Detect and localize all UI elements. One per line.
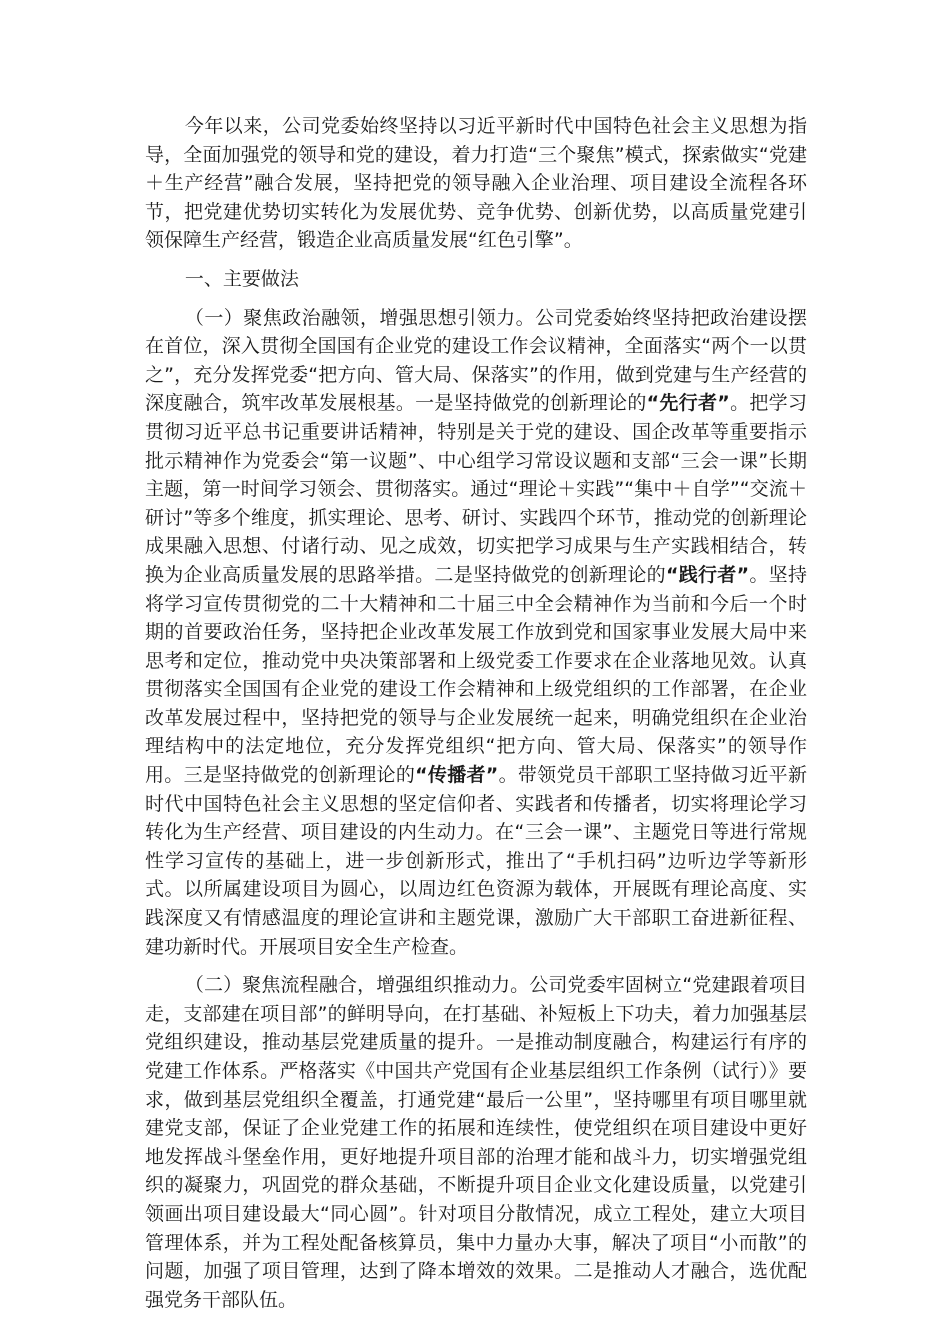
- paragraph-text: 。带领党员干部职工坚持做习近平新时代中国特色社会主义思想的坚定信仰者、实践者和传播者，切实将理论学习转化为生产经营、项目建设的内生动力。在“三会一课”、主题党日等进行常规性学习宣传的基础上，进一步创新形式，推出了“手机扫码”边听边学等新形式。以所属建设项目为圆心，以周边红色资源为载体，开展既有理论高度、实践深度又有情感温度的理论宣讲和主题党课，激励广大干部职工奋进新征程、建功新时代。开展项目安全生产检查。: [145, 764, 807, 958]
- paragraph-text: 公司党委始终坚持把政治建设摆在首位，深入贯彻全国国有企业党的建设工作会议精神，全面落实“两个一以贯之”，充分发挥党委“把方向、管大局、保落实”的作用，做到党建与生产经营的深度融合，筑牢改革发展根基。一是坚持做党的创新理论的: [145, 306, 807, 415]
- paragraph-lead: （二）聚焦流程融合，增强组织推动力。: [184, 974, 530, 997]
- section-heading-text: 一、主要做法: [184, 267, 299, 290]
- paragraph-process-integration: [145, 971, 807, 1314]
- bold-term: “先行者”: [646, 392, 730, 415]
- paragraph-text: 公司党委牢固树立“党建跟着项目走，支部建在项目部”的鲜明导向，在打基础、补短板上下功夫，着力加强基层党组织建设，推动基层党建质量的提升。一是推动制度融合，构建运行有序的党建工作体系。严格落实《中国共产党国有企业基层组织工作条例（试行）》要求，做到基层党组织全覆盖，打通党建“最后一公里”，坚持哪里有项目哪里就建党支部，保证了企业党建工作的拓展和连续性，使党组织在项目建设中更好地发挥战斗堡垒作用，更好地提升项目部的治理才能和战斗力，切实增强党组织的凝聚力，巩固党的群众基础，不断提升项目企业文化建设质量，以党建引领画出项目建设最大“同心圆”。针对项目分散情况，成立工程处，建立大项目管理体系，并为工程处配备核算员，集中力量办大事，解决了项目“小而散”的问题，加强了项目管理，达到了降本增效的效果。二是推动人才融合，选优配强党务干部队伍。: [145, 974, 807, 1311]
- paragraph-political-leadership: [145, 304, 807, 962]
- bold-term: “践行者”: [665, 563, 750, 586]
- document-page: [145, 112, 807, 1324]
- paragraph-text: 。把学习贯彻习近平总书记重要讲话精神，特别是关于党的建设、国企改革等重要指示批示精神作为党委会“第一议题”、中心组学习常设议题和支部“三会一课”长期主题，第一时间学习领会、贯彻落实。通过“理论＋实践”“集中＋自学”“交流＋研讨”等多个维度，抓实理论、思考、研讨、实践四个环节，推动党的创新理论成果融入思想、付诸行动、见之成效，切实把学习成果与生产实践相结合，转换为企业高质量发展的思路举措。二是坚持做党的创新理论的: [145, 392, 807, 586]
- paragraph-text: 。坚持将学习宣传贯彻党的二十大精神和二十届三中全会精神作为当前和今后一个时期的首要政治任务，坚持把企业改革发展工作放到党和国家事业发展大局中来思考和定位，推动党中央决策部署和上级党委工作要求在企业落地见效。认真贯彻落实全国国有企业党的建设工作会精神和上级党组织的工作部署，在企业改革发展过程中，坚持把党的领导与企业发展统一起来，明确党组织在企业治理结构中的法定地位，充分发挥党组织“把方向、管大局、保落实”的领导作用。三是坚持做党的创新理论的: [145, 563, 807, 787]
- intro-paragraph: [145, 112, 807, 255]
- paragraph-lead: （一）聚焦政治融领，增强思想引领力。: [184, 306, 536, 329]
- section-heading: [145, 265, 807, 294]
- bold-term: “传播者”: [415, 764, 499, 787]
- intro-text: 今年以来，公司党委始终坚持以习近平新时代中国特色社会主义思想为指导，全面加强党的领导和党的建设，着力打造“三个聚焦”模式，探索做实“党建＋生产经营”融合发展，坚持把党的领导融入企业治理、项目建设全流程各环节，把党建优势切实转化为发展优势、竞争优势、创新优势，以高质量党建引领保障生产经营，锻造企业高质量发展“红色引擎”。: [145, 115, 807, 252]
